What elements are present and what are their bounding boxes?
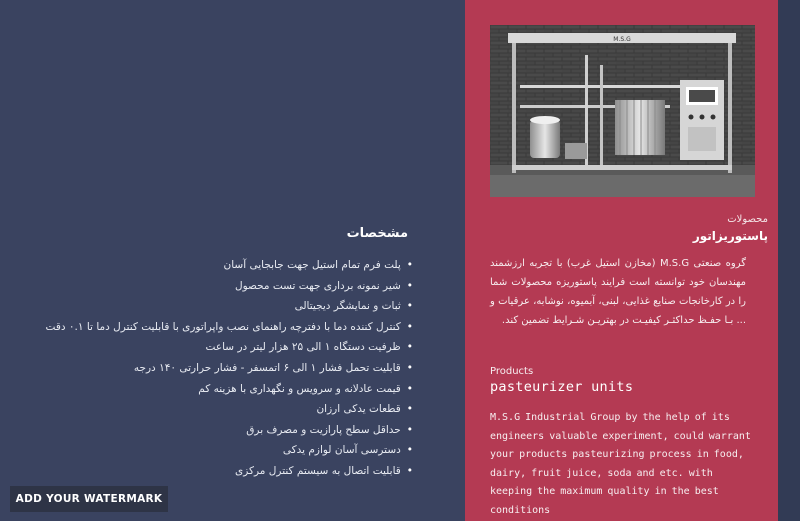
spec-text: قابلیت اتصال به سیستم کنترل مرکزی [235,464,401,477]
list-item [40,379,413,400]
specifications-list [40,255,413,482]
product-title-en: pasteurizer units [490,379,634,395]
list-item [40,296,413,317]
photo-banner-text: M.S.G [613,36,631,43]
bullet-icon: • [406,361,413,374]
list-item [40,399,413,420]
list-item [40,420,413,441]
list-item [40,255,413,276]
bullet-icon: • [406,382,413,395]
list-item [40,461,413,482]
bullet-icon: • [406,464,413,477]
product-category-en: Products [490,366,534,377]
bullet-icon: • [406,341,413,354]
bullet-icon: • [406,403,413,416]
product-category-fa: محصولات [727,214,768,225]
spec-text: دسترسی آسان لوازم یدکی [282,444,401,457]
product-description-en: M.S.G Industrial Group by the help of its engineers valuable experiment, could warrant your products pasteurizing process in food, dairy, fruit juice, soda and etc. with keeping the maximum quality in the best conditions [490,412,751,516]
bullet-icon: • [406,320,413,333]
spec-text: ثبات و نمایشگر دیجیتالی [294,300,401,313]
bullet-icon: • [406,423,413,436]
bullet-icon: • [406,259,413,271]
spec-text: پلت فرم تمام استیل جهت جابجایی آسان [223,259,401,271]
product-title-fa: پاستوریزاتور [692,229,768,243]
spec-text: قطعات یدکی ارزان [316,403,401,416]
spec-text: شیر نمونه برداری جهت تست محصول [234,279,401,292]
pasteurizer-machine-image [490,25,755,197]
list-item [40,276,413,297]
spec-text: ظرفیت دستگاه ۱ الی ۲۵ هزار لیتر در ساعت [205,341,401,354]
list-item [40,358,413,379]
product-description-fa: گروه صنعتی M.S.G (مخازن استیل غرب) با تجربه ارزشمند مهندسان خود توانسته است فرایند پاستوریزه محصولات شما را در کارخانجات صنایع غذایی، لبنی، آبمیوه، نوشابه، عرقیات و ... بـا حفـظ حداکثـر کیفیـت در بهتریـن شـرایط تضمین کند. [490,258,747,326]
spec-text: قیمت عادلانه و سرویس و نگهداری با هزینه کم [198,382,401,395]
list-item [40,337,413,358]
add-watermark-button[interactable]: ADD YOUR WATERMARK [10,486,168,512]
list-item [40,440,413,461]
specifications-title: مشخصات [346,226,408,241]
bullet-icon: • [406,444,413,457]
list-item [40,317,413,338]
spec-text: قابلیت تحمل فشار ۱ الی ۶ اتمسفر - فشار حرارتی ۱۴۰ درجه [133,361,401,374]
spec-text: کنترل کننده دما با دفترچه راهنمای نصب واپراتوری با قابلیت کنترل دما تا ۰.۱ دقت [45,320,401,333]
right-edge-strip [778,0,800,521]
bullet-icon: • [406,279,413,292]
bullet-icon: • [406,300,413,313]
spec-text: حداقل سطح پارازیت و مصرف برق [246,423,401,436]
product-photo [490,25,755,197]
